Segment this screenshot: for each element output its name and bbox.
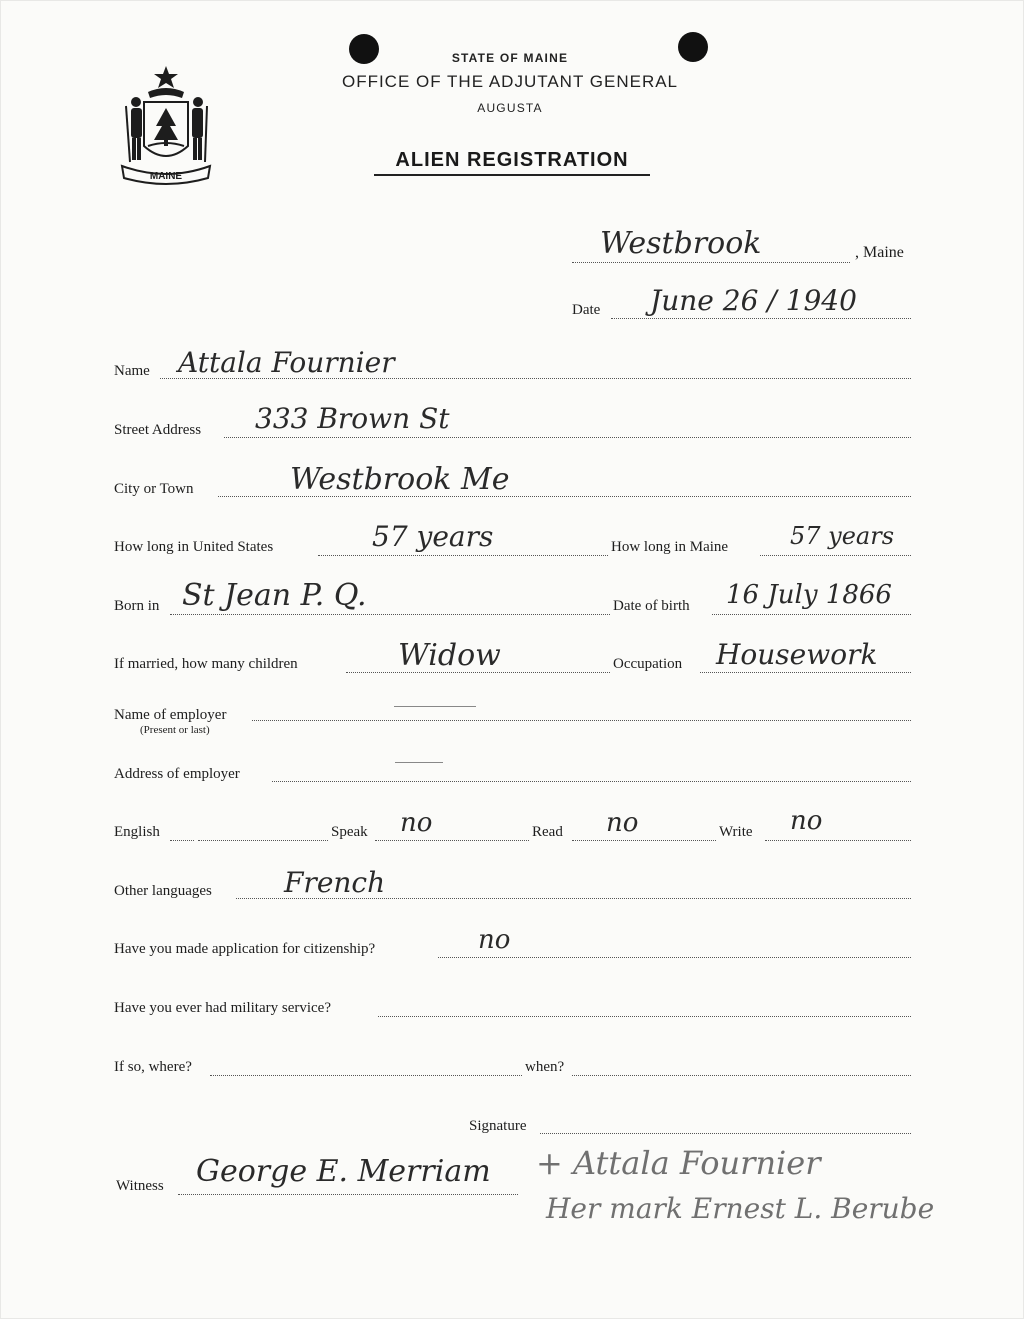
city-value[interactable]: Westbrook Me [290, 462, 510, 497]
english-label: English [114, 824, 160, 840]
born-value[interactable]: St Jean P. Q. [182, 578, 367, 613]
form-title: ALIEN REGISTRATION [374, 149, 650, 176]
street-label: Street Address [114, 422, 202, 438]
us-label: How long in United States [114, 539, 274, 555]
write-value[interactable]: no [790, 806, 823, 836]
where-label: If so, where? [114, 1059, 192, 1075]
occupation-value[interactable]: Housework [716, 638, 878, 671]
write-line [765, 840, 911, 841]
born-label: Born in [114, 598, 160, 614]
header-state: STATE OF MAINE [451, 51, 569, 65]
employer-dash [394, 706, 476, 707]
children-value[interactable]: Widow [398, 638, 501, 673]
witness-line [178, 1194, 518, 1195]
street-line [224, 437, 911, 438]
citizenship-label: Have you made application for citizenship? [114, 941, 376, 957]
speak-line [375, 840, 529, 841]
maine-line [760, 555, 911, 556]
street-value[interactable]: 333 Brown St [255, 402, 450, 435]
state-seal-icon [112, 62, 220, 192]
us-line [318, 555, 608, 556]
witness-value[interactable]: George E. Merriam [196, 1154, 491, 1189]
employer-label: Name of employer [114, 707, 227, 723]
born-line [170, 614, 610, 615]
other-languages-value[interactable]: French [284, 866, 386, 899]
dob-value[interactable]: 16 July 1866 [726, 580, 892, 610]
header-city: AUGUSTA [477, 101, 543, 115]
citizenship-value[interactable]: no [478, 925, 511, 955]
employer-address-label: Address of employer [114, 766, 240, 782]
when-line [572, 1075, 911, 1076]
date-label: Date [572, 302, 601, 318]
her-mark-value[interactable]: Her mark Ernest L. Berube [546, 1192, 935, 1225]
english-line [170, 840, 194, 841]
date-value[interactable]: June 26 / 1940 [650, 284, 857, 317]
employer-line [252, 720, 911, 721]
date-line [611, 318, 911, 319]
military-label: Have you ever had military service? [114, 1000, 331, 1016]
when-label: when? [525, 1059, 565, 1075]
seal-banner-text: MAINE [149, 171, 183, 182]
witness-label: Witness [116, 1178, 164, 1194]
read-value[interactable]: no [606, 808, 639, 838]
write-label: Write [719, 824, 753, 840]
signature-line [540, 1133, 911, 1134]
speak-label: Speak [331, 824, 368, 840]
employer-address-line [272, 781, 911, 782]
name-value[interactable]: Attala Fournier [178, 346, 395, 379]
married-label: If married, how many children [114, 656, 298, 672]
signature-mark-value[interactable]: + Attala Fournier [536, 1144, 821, 1182]
military-line [378, 1016, 911, 1017]
other-languages-label: Other languages [114, 883, 212, 899]
read-line [572, 840, 716, 841]
where-line [210, 1075, 522, 1076]
place-value[interactable]: Westbrook [600, 226, 762, 261]
employer-sublabel: (Present or last) [140, 724, 210, 736]
maine-value[interactable]: 57 years [790, 522, 895, 550]
name-label: Name [114, 363, 150, 379]
occupation-label: Occupation [613, 656, 683, 672]
read-label: Read [532, 824, 563, 840]
occupation-line [700, 672, 911, 673]
signature-label: Signature [469, 1118, 527, 1134]
city-label: City or Town [114, 481, 194, 497]
maine-label: How long in Maine [611, 539, 729, 555]
dob-label: Date of birth [613, 598, 690, 614]
english-line-2 [198, 840, 328, 841]
header-office: OFFICE OF THE ADJUTANT GENERAL [341, 72, 679, 91]
place-suffix: , Maine [855, 244, 904, 261]
employer-address-dash [395, 762, 443, 763]
dob-line [712, 614, 911, 615]
speak-value[interactable]: no [400, 808, 433, 838]
citizenship-line [438, 957, 911, 958]
us-value[interactable]: 57 years [372, 520, 494, 553]
place-line [572, 262, 850, 263]
